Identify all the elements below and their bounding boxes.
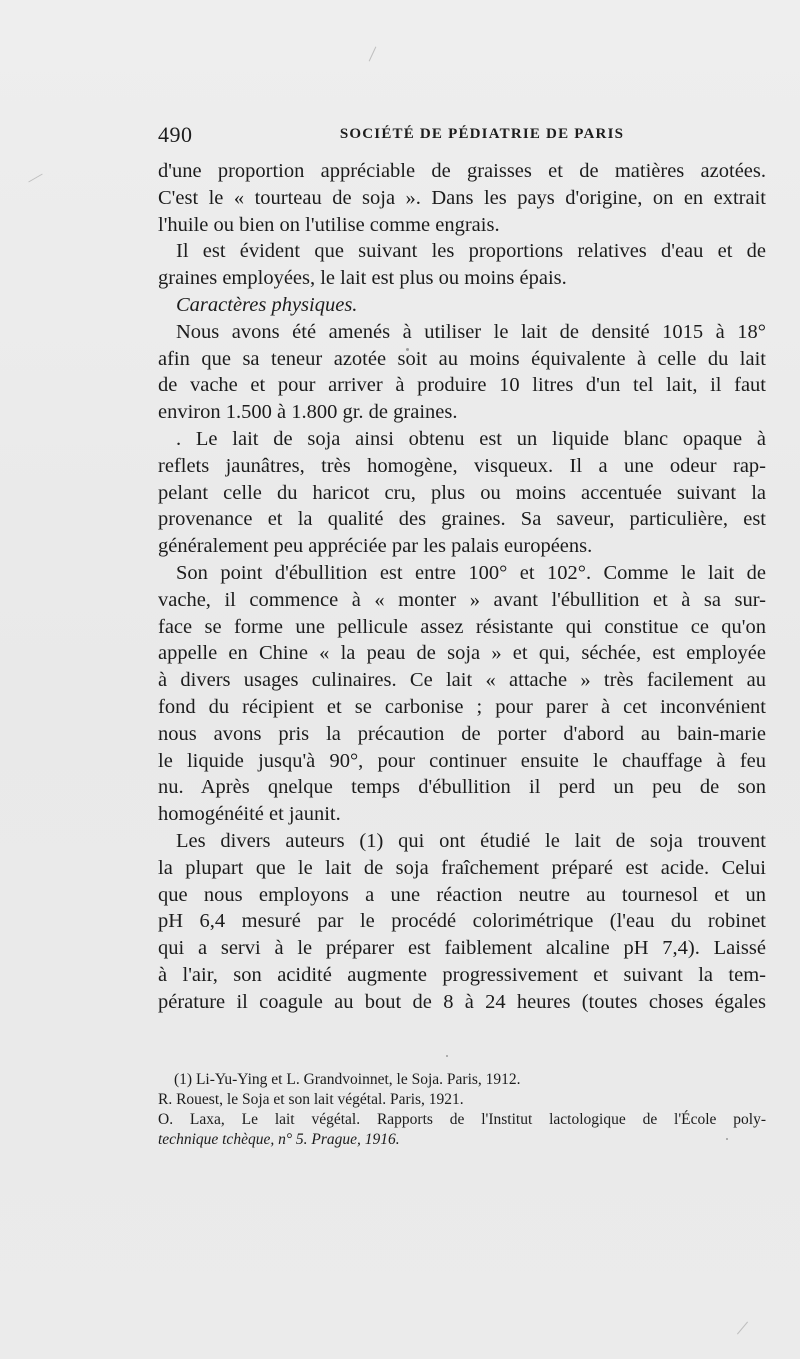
text-line: pelant celle du haricot cru, plus ou moins accentuée suivant la: [158, 481, 766, 504]
text-line: pH 6,4 mesuré par le procédé colorimétrique (l'eau du robinet: [158, 910, 766, 933]
scan-mark: [28, 174, 42, 183]
text-line: la plupart que le lait de soja fraîchement préparé est acide. Celui: [158, 856, 766, 879]
running-header: [158, 122, 766, 152]
scan-mark: [369, 47, 377, 62]
text-line: l'huile ou bien on l'utilise comme engrais.: [158, 213, 500, 236]
page-number: 490: [158, 122, 193, 147]
text-line: environ 1.500 à 1.800 gr. de graines.: [158, 401, 458, 424]
text-line: nu. Après qnelque temps d'ébullition il perd un peu de son: [158, 776, 766, 799]
running-title: SOCIÉTÉ DE PÉDIATRIE DE PARIS: [339, 126, 625, 142]
text-line: que nous employons a une réaction neutre au tournesol et un: [158, 883, 766, 906]
text-line: C'est le « tourteau de soja ». Dans les pays d'origine, on en extrait: [158, 186, 766, 209]
text-line: pérature il coagule au bout de 8 à 24 heures (toutes choses égales: [158, 990, 766, 1013]
footnote-line: R. Rouest, le Soja et son lait végétal. Paris, 1921.: [158, 1091, 464, 1108]
footnote-line: technique tchèque, n° 5. Prague, 1916.: [158, 1131, 400, 1148]
text-line: de vache et pour arriver à produire 10 litres d'un tel lait, il faut: [158, 374, 766, 397]
text-line: afin que sa teneur azotée soit au moins équivalente à celle du lait: [158, 347, 766, 370]
text-line: reflets jaunâtres, très homogène, visqueux. Il a une odeur rap-: [158, 454, 766, 477]
body-text: [158, 158, 766, 1016]
text-line: à divers usages culinaires. Ce lait « attache » très facilement au: [158, 669, 766, 692]
text-line: Son point d'ébullition est entre 100° et 102°. Comme le lait de: [176, 561, 766, 584]
text-line: appelle en Chine « la peau de soja » et qui, séchée, est employée: [158, 642, 766, 665]
text-line: . Le lait de soja ainsi obtenu est un liquide blanc opaque à: [176, 427, 766, 450]
section-heading: Caractères physiques.: [176, 293, 358, 316]
text-line: face se forme une pellicule assez résistante qui constitue ce qu'on: [158, 615, 766, 638]
text-line: qui a servi à le préparer est faiblement alcaline pH 7,4). Laissé: [158, 937, 766, 960]
footnote-line: (1) Li-Yu-Ying et L. Grandvoinnet, le Soja. Paris, 1912.: [174, 1071, 521, 1088]
text-line: vache, il commence à « monter » avant l'ébullition et à sa sur-: [158, 588, 766, 611]
footnotes: [158, 1070, 766, 1150]
footnote-line: O. Laxa, Le lait végétal. Rapports de l'Institut lactologique de l'École poly-: [158, 1111, 766, 1128]
text-line: Il est évident que suivant les proportions relatives d'eau et de: [176, 240, 766, 263]
text-line: fond du récipient et se carbonise ; pour parer à cet inconvénient: [158, 695, 766, 718]
text-line: Nous avons été amenés à utiliser le lait de densité 1015 à 18°: [176, 320, 766, 343]
text-line: nous avons pris la précaution de porter d'abord au bain-marie: [158, 722, 766, 745]
text-line: homogénéité et jaunit.: [158, 803, 341, 826]
text-line: à l'air, son acidité augmente progressivement et suivant la tem-: [158, 963, 766, 986]
text-line: Les divers auteurs (1) qui ont étudié le lait de soja trouvent: [176, 829, 766, 852]
scan-speck: [446, 1055, 448, 1057]
text-line: provenance et la qualité des graines. Sa saveur, particulière, est: [158, 508, 766, 531]
text-line: d'une proportion appréciable de graisses et de matières azotées.: [158, 160, 766, 182]
text-line: généralement peu appréciée par les palais européens.: [158, 535, 593, 558]
scan-mark: [737, 1322, 748, 1335]
text-line: graines employées, le lait est plus ou moins épais.: [158, 267, 567, 290]
text-line: le liquide jusqu'à 90°, pour continuer ensuite le chauffage à feu: [158, 749, 766, 772]
